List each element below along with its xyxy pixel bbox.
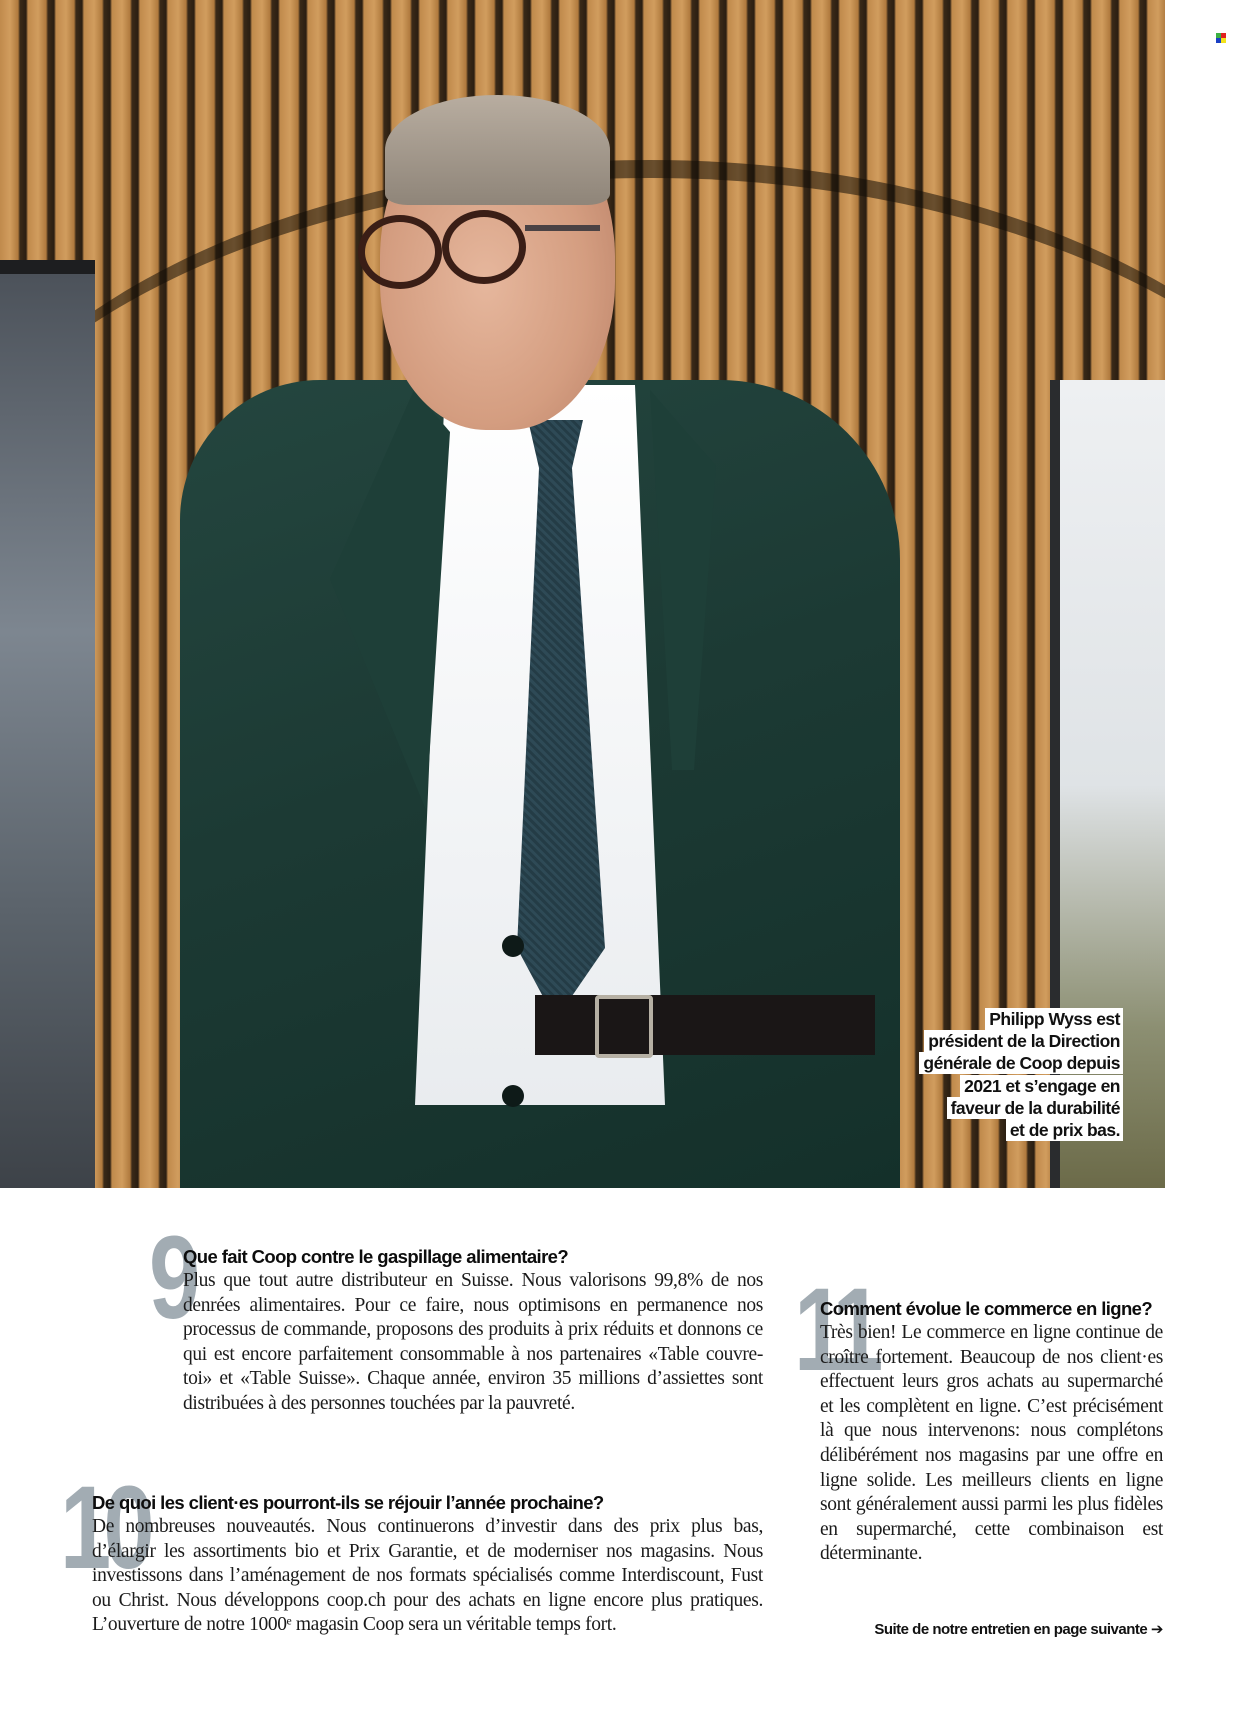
hair: [385, 95, 610, 205]
person-figure: [180, 100, 980, 1188]
glasses-arm: [525, 225, 600, 231]
caption-line: générale de Coop depuis: [919, 1052, 1123, 1074]
question-heading: De quoi les client·es pourront-ils se réjouir l’année prochaine?: [92, 1492, 604, 1513]
question-number: 9: [149, 1212, 193, 1344]
qa-block-9: [149, 1212, 763, 1417]
answer-text: De nombreuses nouveautés. Nous continuerons d’investir dans des prix plus bas, d’élargir les assortiments bio et Prix Garantie, et de moderniser nos magasins. Nous investissons dans l’aménagement de nos formats spécialisés comme Interdiscount, Fust ou Christ. Nous développons coop.ch pour des achats en ligne encore plus pratiques. L’ouverture de notre 1000ᵉ magasin Coop sera un véritable temps fort.: [92, 1516, 763, 1636]
question-heading: Que fait Coop contre le gaspillage alimentaire?: [183, 1246, 569, 1267]
background-window-left: [0, 260, 95, 1188]
next-page-label: Suite de notre entretien en page suivante: [874, 1621, 1148, 1638]
caption-line: Philipp Wyss est: [985, 1008, 1123, 1030]
caption-line: faveur de la durabilité: [947, 1097, 1123, 1119]
jacket-button: [502, 935, 524, 957]
qa-block-11: [794, 1264, 1163, 1567]
jacket-button: [502, 1085, 524, 1107]
caption-line: 2021 et s’engage en: [960, 1075, 1123, 1097]
answer-text: Plus que tout autre distributeur en Suisse. Nous valorisons 99,8% de nos denrées alimentaires. Pour ce faire, nous optimisons en permanence nos processus de commande, proposons des produits à prix réduits et donnons ce qui est encore parfaitement consommable à nos partenaires «Table couvre-toi» et «Table Suisse». Chaque année, environ 35 millions d’assiettes sont distribuées à des personnes touchées par la pauvreté.: [183, 1270, 763, 1414]
arrow-right-icon: ➔: [1150, 1621, 1163, 1638]
qa-block-10: [60, 1462, 763, 1638]
glasses-icon: [358, 215, 442, 289]
belt: [535, 995, 875, 1055]
belt-buckle: [595, 995, 653, 1058]
caption-line: et de prix bas.: [1006, 1119, 1123, 1141]
caption-line: président de la Direction: [924, 1030, 1123, 1052]
logo-icon: [1216, 33, 1226, 43]
photo-caption: [919, 1008, 1123, 1141]
glasses-icon: [442, 210, 526, 284]
question-heading: Comment évolue le commerce en ligne?: [820, 1298, 1153, 1319]
next-page-link[interactable]: [874, 1620, 1163, 1638]
question-number: 11: [794, 1264, 876, 1396]
question-number: 10: [60, 1462, 147, 1594]
answer-text: Très bien! Le commerce en ligne continue de croître fortement. Beaucoup de nos client·es effectuent leurs gros achats au supermarché et les complètent en ligne. C’est précisément là que nous intervenons: nous complétons délibérément nos magasins par une offre en ligne solide. Les meilleurs clients en ligne sont généralement aussi parmi les plus fidèles en supermarché, cette combinaison est déterminante.: [820, 1322, 1163, 1565]
